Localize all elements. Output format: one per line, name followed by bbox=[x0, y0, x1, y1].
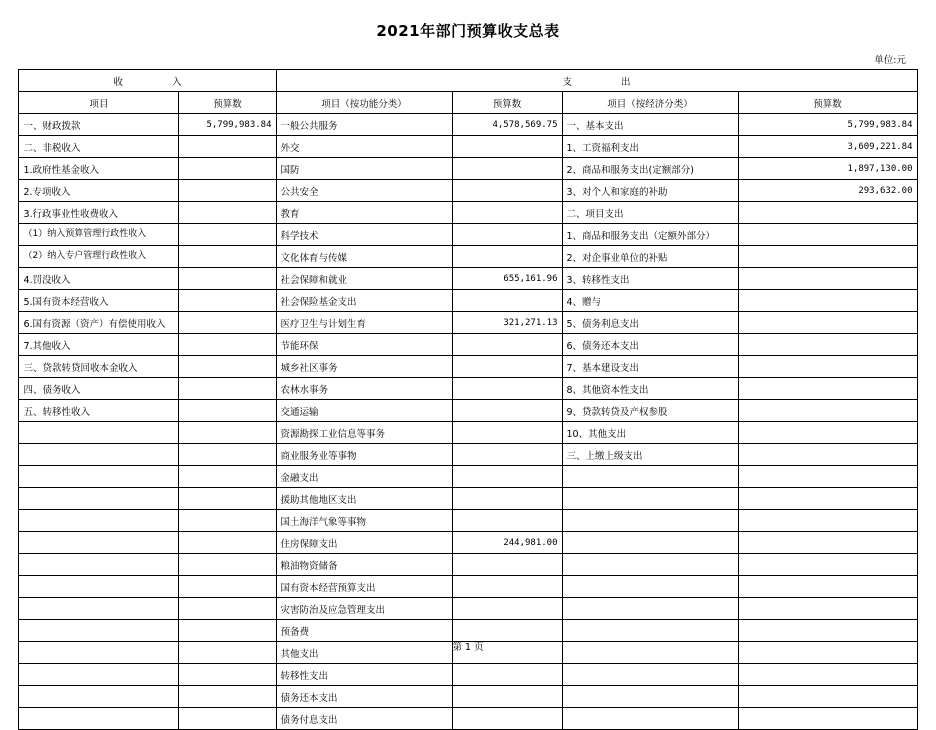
cell-income-budget bbox=[179, 510, 276, 532]
budget-table bbox=[18, 69, 917, 730]
cell-exp-econ-item bbox=[562, 532, 738, 554]
cell-exp-func-budget bbox=[452, 664, 562, 686]
table-row bbox=[19, 114, 917, 136]
cell-exp-econ-item bbox=[562, 510, 738, 532]
cell-exp-func-item: 一般公共服务 bbox=[276, 114, 452, 136]
cell-exp-econ-budget bbox=[738, 334, 917, 356]
cell-exp-func-budget bbox=[452, 356, 562, 378]
table-row bbox=[19, 664, 917, 686]
cell-income-item: 3.行政事业性收费收入 bbox=[19, 202, 179, 224]
cell-exp-func-item: 住房保障支出 bbox=[276, 532, 452, 554]
cell-exp-econ-item: 4、赠与 bbox=[562, 290, 738, 312]
col-header-exp-func-budget: 预算数 bbox=[452, 92, 562, 114]
cell-exp-func-item: 其他支出 bbox=[276, 642, 452, 664]
table-row bbox=[19, 312, 917, 334]
cell-income-item: 7.其他收入 bbox=[19, 334, 179, 356]
table-row bbox=[19, 224, 917, 246]
cell-income-budget bbox=[179, 708, 276, 730]
cell-exp-econ-item bbox=[562, 708, 738, 730]
table-row bbox=[19, 136, 917, 158]
cell-income-item: 四、债务收入 bbox=[19, 378, 179, 400]
cell-exp-func-item: 医疗卫生与计划生育 bbox=[276, 312, 452, 334]
cell-exp-func-item: 社会保障和就业 bbox=[276, 268, 452, 290]
group-header-income: 收 入 bbox=[19, 70, 276, 92]
cell-exp-econ-budget bbox=[738, 466, 917, 488]
cell-exp-econ-budget bbox=[738, 488, 917, 510]
cell-exp-econ-budget bbox=[738, 554, 917, 576]
table-row bbox=[19, 708, 917, 730]
cell-exp-econ-item: 2、商品和服务支出(定额部分) bbox=[562, 158, 738, 180]
cell-exp-func-budget bbox=[452, 686, 562, 708]
page-footer: 第 1 页 bbox=[452, 642, 484, 653]
col-header-exp-func-item: 项目（按功能分类） bbox=[276, 92, 452, 114]
cell-exp-func-item: 债务付息支出 bbox=[276, 708, 452, 730]
cell-exp-econ-item bbox=[562, 598, 738, 620]
cell-exp-func-budget bbox=[452, 224, 562, 246]
table-row bbox=[19, 290, 917, 312]
cell-income-item: 二、非税收入 bbox=[19, 136, 179, 158]
cell-exp-func-item: 粮油物资储备 bbox=[276, 554, 452, 576]
cell-exp-econ-budget bbox=[738, 312, 917, 334]
cell-exp-econ-item: 5、债务利息支出 bbox=[562, 312, 738, 334]
cell-exp-func-item: 援助其他地区支出 bbox=[276, 488, 452, 510]
cell-income-item bbox=[19, 466, 179, 488]
cell-exp-func-budget bbox=[452, 510, 562, 532]
cell-income-budget bbox=[179, 664, 276, 686]
cell-exp-econ-budget: 3,609,221.84 bbox=[738, 136, 917, 158]
cell-exp-econ-budget bbox=[738, 444, 917, 466]
col-header-exp-econ-item: 项目（按经济分类） bbox=[562, 92, 738, 114]
cell-income-budget bbox=[179, 290, 276, 312]
cell-income-item bbox=[19, 576, 179, 598]
cell-exp-func-item: 城乡社区事务 bbox=[276, 356, 452, 378]
cell-income-item bbox=[19, 664, 179, 686]
cell-income-budget bbox=[179, 202, 276, 224]
cell-exp-econ-item: 3、对个人和家庭的补助 bbox=[562, 180, 738, 202]
cell-income-budget bbox=[179, 576, 276, 598]
table-row bbox=[19, 158, 917, 180]
cell-exp-econ-budget bbox=[738, 686, 917, 708]
cell-income-item bbox=[19, 598, 179, 620]
cell-income-budget bbox=[179, 466, 276, 488]
cell-exp-func-budget bbox=[452, 708, 562, 730]
table-body bbox=[19, 114, 917, 730]
cell-income-item: 2.专项收入 bbox=[19, 180, 179, 202]
cell-income-item bbox=[19, 488, 179, 510]
table-row bbox=[19, 356, 917, 378]
cell-exp-func-budget: 321,271.13 bbox=[452, 312, 562, 334]
cell-income-item bbox=[19, 444, 179, 466]
cell-exp-econ-item: 2、对企事业单位的补贴 bbox=[562, 246, 738, 268]
cell-exp-econ-budget bbox=[738, 664, 917, 686]
cell-exp-func-item: 公共安全 bbox=[276, 180, 452, 202]
cell-exp-func-budget: 655,161.96 bbox=[452, 268, 562, 290]
table-row bbox=[19, 444, 917, 466]
col-header-exp-econ-budget: 预算数 bbox=[738, 92, 917, 114]
cell-exp-func-item: 预备费 bbox=[276, 620, 452, 642]
cell-income-budget bbox=[179, 598, 276, 620]
cell-exp-econ-item bbox=[562, 466, 738, 488]
cell-exp-econ-item: 6、债务还本支出 bbox=[562, 334, 738, 356]
table-row bbox=[19, 334, 917, 356]
cell-exp-econ-budget: 293,632.00 bbox=[738, 180, 917, 202]
cell-income-budget bbox=[179, 532, 276, 554]
table-row bbox=[19, 466, 917, 488]
cell-income-budget bbox=[179, 422, 276, 444]
cell-income-budget bbox=[179, 356, 276, 378]
cell-exp-econ-budget: 1,897,130.00 bbox=[738, 158, 917, 180]
cell-exp-econ-item: 3、转移性支出 bbox=[562, 268, 738, 290]
cell-income-item bbox=[19, 510, 179, 532]
cell-exp-econ-item bbox=[562, 488, 738, 510]
cell-exp-func-budget bbox=[452, 466, 562, 488]
table-head-group bbox=[19, 70, 917, 114]
cell-exp-func-item: 外交 bbox=[276, 136, 452, 158]
cell-income-budget bbox=[179, 136, 276, 158]
cell-income-budget bbox=[179, 268, 276, 290]
cell-exp-func-item: 债务还本支出 bbox=[276, 686, 452, 708]
cell-exp-func-item: 国土海洋气象等事物 bbox=[276, 510, 452, 532]
table-row bbox=[19, 554, 917, 576]
cell-exp-econ-budget bbox=[738, 268, 917, 290]
cell-exp-econ-item: 8、其他资本性支出 bbox=[562, 378, 738, 400]
table-row bbox=[19, 378, 917, 400]
cell-exp-func-budget bbox=[452, 598, 562, 620]
cell-exp-func-item: 节能环保 bbox=[276, 334, 452, 356]
cell-exp-econ-budget bbox=[738, 224, 917, 246]
table-row bbox=[19, 510, 917, 532]
group-header-expenditure: 支 出 bbox=[276, 70, 917, 92]
cell-exp-econ-item: 三、上缴上级支出 bbox=[562, 444, 738, 466]
cell-exp-func-budget: 4,578,569.75 bbox=[452, 114, 562, 136]
table-row bbox=[19, 576, 917, 598]
cell-income-budget bbox=[179, 312, 276, 334]
cell-income-item bbox=[19, 554, 179, 576]
cell-exp-func-item: 社会保险基金支出 bbox=[276, 290, 452, 312]
cell-income-item bbox=[19, 708, 179, 730]
cell-income-budget bbox=[179, 686, 276, 708]
cell-income-item: 6.国有资源（资产）有偿使用收入 bbox=[19, 312, 179, 334]
cell-income-item: 1.政府性基金收入 bbox=[19, 158, 179, 180]
cell-exp-econ-item: 1、工资福利支出 bbox=[562, 136, 738, 158]
cell-income-budget bbox=[179, 400, 276, 422]
cell-exp-func-item: 转移性支出 bbox=[276, 664, 452, 686]
cell-income-item bbox=[19, 422, 179, 444]
cell-income-budget bbox=[179, 488, 276, 510]
cell-exp-func-item: 科学技术 bbox=[276, 224, 452, 246]
cell-exp-func-budget bbox=[452, 444, 562, 466]
cell-exp-func-budget bbox=[452, 576, 562, 598]
table-row bbox=[19, 268, 917, 290]
cell-income-item bbox=[19, 532, 179, 554]
cell-exp-econ-budget bbox=[738, 202, 917, 224]
cell-exp-econ-item bbox=[562, 576, 738, 598]
cell-income-item: （1）纳入预算管理行政性收入 bbox=[19, 224, 179, 246]
cell-income-item: 5.国有资本经营收入 bbox=[19, 290, 179, 312]
cell-exp-econ-item bbox=[562, 554, 738, 576]
cell-income-budget bbox=[179, 158, 276, 180]
cell-exp-func-budget bbox=[452, 180, 562, 202]
cell-income-item bbox=[19, 686, 179, 708]
cell-exp-econ-budget: 5,799,983.84 bbox=[738, 114, 917, 136]
cell-exp-econ-budget bbox=[738, 356, 917, 378]
cell-exp-func-budget bbox=[452, 400, 562, 422]
cell-exp-econ-budget bbox=[738, 378, 917, 400]
table-row bbox=[19, 598, 917, 620]
table-row bbox=[19, 686, 917, 708]
col-header-income-item: 项目 bbox=[19, 92, 179, 114]
cell-income-budget bbox=[179, 378, 276, 400]
cell-exp-econ-item: 二、项目支出 bbox=[562, 202, 738, 224]
cell-exp-econ-item: 1、商品和服务支出（定额外部分） bbox=[562, 224, 738, 246]
cell-exp-econ-item: 7、基本建设支出 bbox=[562, 356, 738, 378]
table-row bbox=[19, 488, 917, 510]
cell-exp-func-budget bbox=[452, 202, 562, 224]
cell-exp-func-item: 文化体育与传媒 bbox=[276, 246, 452, 268]
cell-income-item: 4.罚没收入 bbox=[19, 268, 179, 290]
table-row bbox=[19, 532, 917, 554]
cell-income-item: 一、财政拨款 bbox=[19, 114, 179, 136]
cell-exp-func-budget bbox=[452, 136, 562, 158]
cell-exp-econ-budget bbox=[738, 708, 917, 730]
cell-exp-econ-budget bbox=[738, 400, 917, 422]
cell-income-budget bbox=[179, 224, 276, 246]
cell-exp-econ-budget bbox=[738, 598, 917, 620]
cell-exp-econ-item: 一、基本支出 bbox=[562, 114, 738, 136]
table-row bbox=[19, 202, 917, 224]
cell-exp-func-budget bbox=[452, 158, 562, 180]
cell-exp-func-budget bbox=[452, 554, 562, 576]
cell-exp-func-budget bbox=[452, 378, 562, 400]
cell-income-budget bbox=[179, 180, 276, 202]
table-group-header-row bbox=[19, 70, 917, 92]
cell-income-item: 五、转移性收入 bbox=[19, 400, 179, 422]
cell-income-budget bbox=[179, 444, 276, 466]
cell-exp-econ-budget bbox=[738, 422, 917, 444]
cell-exp-econ-budget bbox=[738, 510, 917, 532]
cell-exp-func-item: 金融支出 bbox=[276, 466, 452, 488]
cell-exp-func-item: 教育 bbox=[276, 202, 452, 224]
cell-income-item: 三、贷款转贷回收本金收入 bbox=[19, 356, 179, 378]
table-row bbox=[19, 400, 917, 422]
cell-exp-func-item: 国防 bbox=[276, 158, 452, 180]
cell-exp-func-item: 交通运输 bbox=[276, 400, 452, 422]
cell-exp-func-budget bbox=[452, 334, 562, 356]
cell-exp-func-item: 灾害防治及应急管理支出 bbox=[276, 598, 452, 620]
page-title: 2021年部门预算收支总表 bbox=[376, 22, 560, 40]
table-row bbox=[19, 180, 917, 202]
unit-note: 单位:元 bbox=[874, 55, 906, 66]
cell-exp-func-budget bbox=[452, 246, 562, 268]
cell-exp-func-item: 国有资本经营预算支出 bbox=[276, 576, 452, 598]
table-row bbox=[19, 246, 917, 268]
cell-exp-econ-item: 10、其他支出 bbox=[562, 422, 738, 444]
cell-exp-econ-item bbox=[562, 686, 738, 708]
cell-exp-func-budget bbox=[452, 422, 562, 444]
table-row bbox=[19, 422, 917, 444]
cell-exp-func-item: 商业服务业等事物 bbox=[276, 444, 452, 466]
cell-income-budget bbox=[179, 246, 276, 268]
cell-exp-econ-budget bbox=[738, 532, 917, 554]
cell-exp-econ-budget bbox=[738, 290, 917, 312]
cell-income-item: （2）纳入专户管理行政性收入 bbox=[19, 246, 179, 268]
cell-income-budget: 5,799,983.84 bbox=[179, 114, 276, 136]
cell-exp-econ-item bbox=[562, 664, 738, 686]
cell-exp-func-item: 资源勘探工业信息等事务 bbox=[276, 422, 452, 444]
cell-exp-econ-item: 9、贷款转贷及产权参股 bbox=[562, 400, 738, 422]
cell-income-budget bbox=[179, 334, 276, 356]
cell-exp-func-budget bbox=[452, 290, 562, 312]
cell-exp-func-budget: 244,981.00 bbox=[452, 532, 562, 554]
cell-exp-func-item: 农林水事务 bbox=[276, 378, 452, 400]
col-header-income-budget: 预算数 bbox=[179, 92, 276, 114]
cell-exp-func-budget bbox=[452, 488, 562, 510]
cell-exp-econ-budget bbox=[738, 576, 917, 598]
cell-income-budget bbox=[179, 554, 276, 576]
table-column-header-row bbox=[19, 92, 917, 114]
cell-exp-econ-budget bbox=[738, 246, 917, 268]
